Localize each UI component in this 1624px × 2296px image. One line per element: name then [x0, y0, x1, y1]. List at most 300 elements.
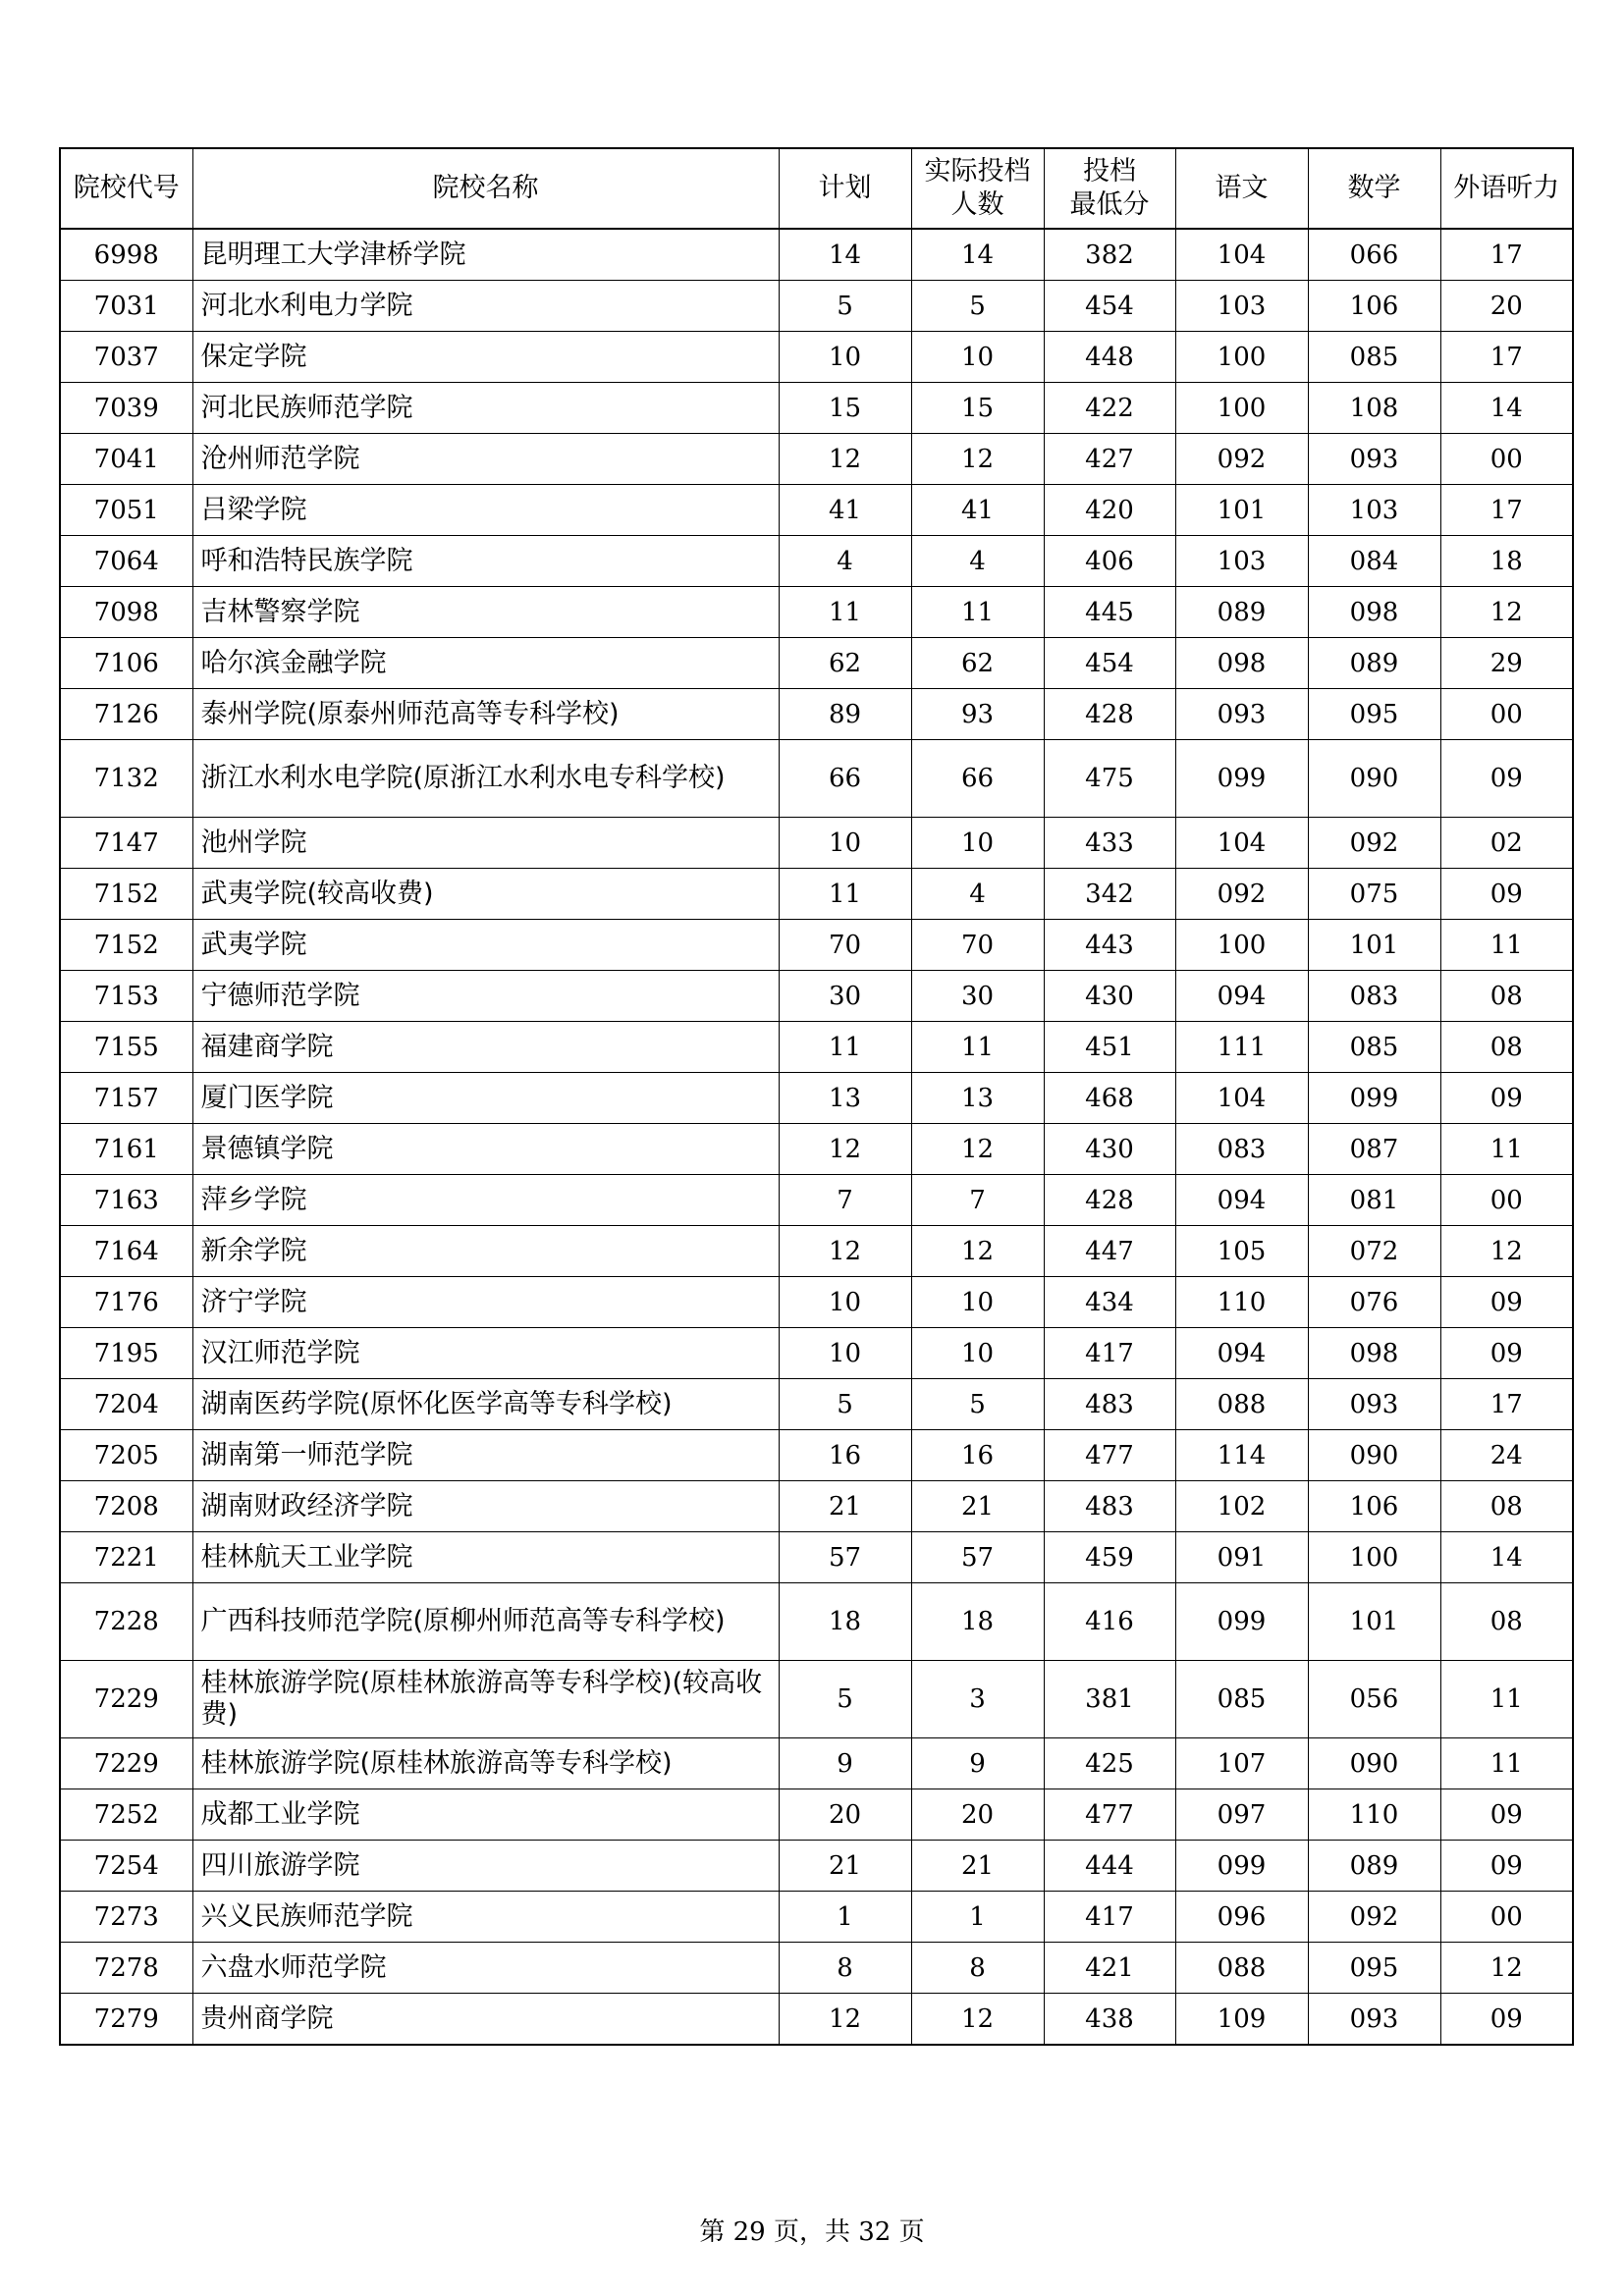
cell-name: 厦门医学院: [192, 1073, 779, 1124]
cell-math: 072: [1308, 1226, 1440, 1277]
cell-name: 萍乡学院: [192, 1175, 779, 1226]
cell-chinese: 102: [1175, 1481, 1308, 1532]
cell-listening: 12: [1440, 1943, 1573, 1994]
cell-code: 7164: [60, 1226, 192, 1277]
header-chinese: 语文: [1175, 148, 1308, 229]
cell-math: 085: [1308, 332, 1440, 383]
cell-math: 085: [1308, 1022, 1440, 1073]
cell-chinese: 094: [1175, 971, 1308, 1022]
cell-chinese: 107: [1175, 1738, 1308, 1789]
cell-name: 贵州商学院: [192, 1994, 779, 2046]
cell-listening: 09: [1440, 1841, 1573, 1892]
table-header-row: [60, 148, 1573, 229]
cell-listening: 12: [1440, 587, 1573, 638]
cell-name: 湖南医药学院(原怀化医学高等专科学校): [192, 1379, 779, 1430]
cell-code: 7157: [60, 1073, 192, 1124]
cell-chinese: 109: [1175, 1994, 1308, 2046]
cell-min: 342: [1044, 869, 1175, 920]
cell-actual: 4: [911, 869, 1044, 920]
cell-min: 416: [1044, 1583, 1175, 1661]
cell-name: 济宁学院: [192, 1277, 779, 1328]
cell-math: 066: [1308, 229, 1440, 281]
cell-min: 406: [1044, 536, 1175, 587]
cell-chinese: 088: [1175, 1379, 1308, 1430]
cell-name: 福建商学院: [192, 1022, 779, 1073]
cell-name: 吉林警察学院: [192, 587, 779, 638]
cell-math: 101: [1308, 920, 1440, 971]
cell-listening: 09: [1440, 1328, 1573, 1379]
cell-min: 468: [1044, 1073, 1175, 1124]
cell-min: 428: [1044, 1175, 1175, 1226]
cell-min: 422: [1044, 383, 1175, 434]
cell-chinese: 094: [1175, 1175, 1308, 1226]
cell-plan: 7: [779, 1175, 911, 1226]
cell-math: 081: [1308, 1175, 1440, 1226]
table-row: [60, 1892, 1573, 1943]
cell-name: 景德镇学院: [192, 1124, 779, 1175]
cell-actual: 20: [911, 1789, 1044, 1841]
cell-plan: 4: [779, 536, 911, 587]
table-row: [60, 332, 1573, 383]
cell-listening: 20: [1440, 281, 1573, 332]
cell-chinese: 104: [1175, 229, 1308, 281]
header-listening: 外语听力: [1440, 148, 1573, 229]
cell-name: 宁德师范学院: [192, 971, 779, 1022]
cell-name: 四川旅游学院: [192, 1841, 779, 1892]
table-row: [60, 1994, 1573, 2046]
cell-min: 425: [1044, 1738, 1175, 1789]
cell-min: 477: [1044, 1789, 1175, 1841]
cell-listening: 09: [1440, 869, 1573, 920]
cell-actual: 12: [911, 1994, 1044, 2046]
cell-chinese: 100: [1175, 383, 1308, 434]
header-name: 院校名称: [192, 148, 779, 229]
cell-chinese: 100: [1175, 920, 1308, 971]
cell-actual: 12: [911, 1226, 1044, 1277]
cell-listening: 29: [1440, 638, 1573, 689]
table-row: [60, 229, 1573, 281]
table-row: [60, 1583, 1573, 1661]
cell-chinese: 098: [1175, 638, 1308, 689]
table-row: [60, 920, 1573, 971]
cell-actual: 10: [911, 818, 1044, 869]
table-row: [60, 383, 1573, 434]
cell-name: 呼和浩特民族学院: [192, 536, 779, 587]
cell-chinese: 100: [1175, 332, 1308, 383]
cell-min: 475: [1044, 740, 1175, 818]
cell-name: 新余学院: [192, 1226, 779, 1277]
table-row: [60, 1328, 1573, 1379]
cell-math: 108: [1308, 383, 1440, 434]
cell-chinese: 099: [1175, 740, 1308, 818]
cell-chinese: 083: [1175, 1124, 1308, 1175]
cell-actual: 21: [911, 1481, 1044, 1532]
table-row: [60, 971, 1573, 1022]
cell-code: 7208: [60, 1481, 192, 1532]
cell-actual: 11: [911, 587, 1044, 638]
cell-name: 六盘水师范学院: [192, 1943, 779, 1994]
cell-math: 090: [1308, 1738, 1440, 1789]
cell-math: 075: [1308, 869, 1440, 920]
cell-code: 7161: [60, 1124, 192, 1175]
cell-listening: 00: [1440, 1892, 1573, 1943]
cell-plan: 12: [779, 434, 911, 485]
cell-listening: 17: [1440, 229, 1573, 281]
cell-code: 7051: [60, 485, 192, 536]
cell-code: 7279: [60, 1994, 192, 2046]
table-row: [60, 1175, 1573, 1226]
cell-min: 427: [1044, 434, 1175, 485]
cell-actual: 13: [911, 1073, 1044, 1124]
cell-math: 093: [1308, 434, 1440, 485]
cell-actual: 62: [911, 638, 1044, 689]
cell-actual: 41: [911, 485, 1044, 536]
cell-actual: 11: [911, 1022, 1044, 1073]
cell-listening: 09: [1440, 1073, 1573, 1124]
cell-math: 110: [1308, 1789, 1440, 1841]
cell-name: 吕梁学院: [192, 485, 779, 536]
cell-min: 459: [1044, 1532, 1175, 1583]
cell-min: 381: [1044, 1661, 1175, 1738]
cell-code: 7041: [60, 434, 192, 485]
cell-math: 089: [1308, 1841, 1440, 1892]
cell-code: 7132: [60, 740, 192, 818]
cell-name: 保定学院: [192, 332, 779, 383]
table-row: [60, 1661, 1573, 1738]
cell-actual: 66: [911, 740, 1044, 818]
cell-min: 483: [1044, 1481, 1175, 1532]
cell-math: 098: [1308, 587, 1440, 638]
cell-name: 泰州学院(原泰州师范高等专科学校): [192, 689, 779, 740]
cell-actual: 30: [911, 971, 1044, 1022]
cell-listening: 14: [1440, 1532, 1573, 1583]
cell-plan: 21: [779, 1481, 911, 1532]
cell-listening: 11: [1440, 920, 1573, 971]
cell-code: 7064: [60, 536, 192, 587]
cell-listening: 00: [1440, 689, 1573, 740]
cell-listening: 11: [1440, 1661, 1573, 1738]
table-row: [60, 1943, 1573, 1994]
cell-code: 7106: [60, 638, 192, 689]
cell-chinese: 089: [1175, 587, 1308, 638]
cell-listening: 02: [1440, 818, 1573, 869]
cell-plan: 30: [779, 971, 911, 1022]
cell-plan: 20: [779, 1789, 911, 1841]
cell-actual: 16: [911, 1430, 1044, 1481]
cell-chinese: 104: [1175, 818, 1308, 869]
cell-code: 7176: [60, 1277, 192, 1328]
cell-code: 7254: [60, 1841, 192, 1892]
admission-score-table: [59, 147, 1574, 2046]
header-actual: [911, 148, 1044, 229]
table-row: [60, 1124, 1573, 1175]
cell-actual: 15: [911, 383, 1044, 434]
cell-plan: 10: [779, 332, 911, 383]
cell-name: 汉江师范学院: [192, 1328, 779, 1379]
cell-chinese: 111: [1175, 1022, 1308, 1073]
cell-code: 7229: [60, 1661, 192, 1738]
cell-actual: 18: [911, 1583, 1044, 1661]
table-row: [60, 536, 1573, 587]
cell-math: 056: [1308, 1661, 1440, 1738]
cell-code: 7152: [60, 920, 192, 971]
header-min-line2: 最低分: [1069, 189, 1150, 220]
cell-name: 成都工业学院: [192, 1789, 779, 1841]
header-plan: 计划: [779, 148, 911, 229]
cell-code: 7155: [60, 1022, 192, 1073]
admission-table-container: [59, 147, 1572, 2046]
cell-math: 076: [1308, 1277, 1440, 1328]
cell-plan: 8: [779, 1943, 911, 1994]
cell-min: 428: [1044, 689, 1175, 740]
cell-plan: 1: [779, 1892, 911, 1943]
header-min-line1: 投档: [1083, 156, 1136, 187]
cell-listening: 08: [1440, 971, 1573, 1022]
cell-code: 7098: [60, 587, 192, 638]
cell-chinese: 110: [1175, 1277, 1308, 1328]
cell-code: 7273: [60, 1892, 192, 1943]
cell-plan: 9: [779, 1738, 911, 1789]
cell-min: 420: [1044, 485, 1175, 536]
cell-math: 092: [1308, 818, 1440, 869]
table-row: [60, 1481, 1573, 1532]
cell-listening: 09: [1440, 1994, 1573, 2046]
cell-math: 093: [1308, 1994, 1440, 2046]
cell-min: 448: [1044, 332, 1175, 383]
cell-plan: 41: [779, 485, 911, 536]
cell-min: 444: [1044, 1841, 1175, 1892]
cell-math: 090: [1308, 740, 1440, 818]
cell-math: 100: [1308, 1532, 1440, 1583]
table-row: [60, 1532, 1573, 1583]
cell-min: 433: [1044, 818, 1175, 869]
header-actual-line1: 实际投档: [924, 156, 1031, 187]
cell-listening: 08: [1440, 1481, 1573, 1532]
cell-listening: 17: [1440, 1379, 1573, 1430]
cell-plan: 12: [779, 1124, 911, 1175]
cell-code: 7204: [60, 1379, 192, 1430]
cell-name: 沧州师范学院: [192, 434, 779, 485]
cell-actual: 10: [911, 1277, 1044, 1328]
cell-chinese: 099: [1175, 1841, 1308, 1892]
cell-name: 广西科技师范学院(原柳州师范高等专科学校): [192, 1583, 779, 1661]
table-row: [60, 434, 1573, 485]
cell-plan: 66: [779, 740, 911, 818]
cell-min: 483: [1044, 1379, 1175, 1430]
cell-min: 477: [1044, 1430, 1175, 1481]
cell-chinese: 092: [1175, 869, 1308, 920]
cell-listening: 14: [1440, 383, 1573, 434]
cell-plan: 10: [779, 1277, 911, 1328]
cell-math: 098: [1308, 1328, 1440, 1379]
cell-listening: 00: [1440, 1175, 1573, 1226]
cell-listening: 11: [1440, 1738, 1573, 1789]
cell-listening: 00: [1440, 434, 1573, 485]
cell-code: 7126: [60, 689, 192, 740]
table-row: [60, 1430, 1573, 1481]
cell-math: 101: [1308, 1583, 1440, 1661]
cell-min: 430: [1044, 971, 1175, 1022]
table-row: [60, 1022, 1573, 1073]
cell-min: 382: [1044, 229, 1175, 281]
cell-plan: 12: [779, 1226, 911, 1277]
cell-chinese: 088: [1175, 1943, 1308, 1994]
cell-actual: 14: [911, 229, 1044, 281]
cell-chinese: 091: [1175, 1532, 1308, 1583]
table-row: [60, 1841, 1573, 1892]
cell-math: 095: [1308, 689, 1440, 740]
cell-math: 103: [1308, 485, 1440, 536]
cell-min: 434: [1044, 1277, 1175, 1328]
table-body: [60, 229, 1573, 2045]
cell-code: 7195: [60, 1328, 192, 1379]
cell-code: 7252: [60, 1789, 192, 1841]
cell-listening: 09: [1440, 1277, 1573, 1328]
cell-plan: 15: [779, 383, 911, 434]
cell-code: 7031: [60, 281, 192, 332]
cell-math: 099: [1308, 1073, 1440, 1124]
cell-math: 093: [1308, 1379, 1440, 1430]
cell-chinese: 096: [1175, 1892, 1308, 1943]
cell-plan: 62: [779, 638, 911, 689]
cell-plan: 11: [779, 1022, 911, 1073]
cell-math: 092: [1308, 1892, 1440, 1943]
cell-listening: 24: [1440, 1430, 1573, 1481]
table-row: [60, 1277, 1573, 1328]
cell-plan: 21: [779, 1841, 911, 1892]
cell-actual: 10: [911, 332, 1044, 383]
cell-min: 438: [1044, 1994, 1175, 2046]
cell-code: 7205: [60, 1430, 192, 1481]
cell-plan: 57: [779, 1532, 911, 1583]
cell-code: 7163: [60, 1175, 192, 1226]
cell-plan: 5: [779, 1661, 911, 1738]
cell-code: 7278: [60, 1943, 192, 1994]
cell-listening: 12: [1440, 1226, 1573, 1277]
table-row: [60, 1379, 1573, 1430]
cell-listening: 17: [1440, 332, 1573, 383]
cell-plan: 11: [779, 869, 911, 920]
cell-chinese: 085: [1175, 1661, 1308, 1738]
cell-min: 417: [1044, 1328, 1175, 1379]
table-row: [60, 818, 1573, 869]
cell-chinese: 094: [1175, 1328, 1308, 1379]
page-footer: 第 29 页，共 32 页: [699, 2217, 925, 2247]
cell-chinese: 097: [1175, 1789, 1308, 1841]
table-row: [60, 869, 1573, 920]
cell-name: 桂林航天工业学院: [192, 1532, 779, 1583]
cell-name: 湖南第一师范学院: [192, 1430, 779, 1481]
cell-min: 451: [1044, 1022, 1175, 1073]
cell-math: 095: [1308, 1943, 1440, 1994]
cell-actual: 4: [911, 536, 1044, 587]
cell-name: 浙江水利水电学院(原浙江水利水电专科学校): [192, 740, 779, 818]
cell-name: 兴义民族师范学院: [192, 1892, 779, 1943]
cell-actual: 21: [911, 1841, 1044, 1892]
cell-plan: 14: [779, 229, 911, 281]
cell-min: 417: [1044, 1892, 1175, 1943]
cell-name: 哈尔滨金融学院: [192, 638, 779, 689]
cell-min: 421: [1044, 1943, 1175, 1994]
cell-listening: 11: [1440, 1124, 1573, 1175]
cell-code: 7152: [60, 869, 192, 920]
cell-math: 084: [1308, 536, 1440, 587]
cell-actual: 12: [911, 1124, 1044, 1175]
cell-chinese: 103: [1175, 281, 1308, 332]
cell-math: 087: [1308, 1124, 1440, 1175]
cell-chinese: 105: [1175, 1226, 1308, 1277]
table-row: [60, 485, 1573, 536]
cell-actual: 7: [911, 1175, 1044, 1226]
header-math: 数学: [1308, 148, 1440, 229]
cell-math: 089: [1308, 638, 1440, 689]
cell-code: 7221: [60, 1532, 192, 1583]
table-row: [60, 689, 1573, 740]
cell-code: 7147: [60, 818, 192, 869]
header-code: 院校代号: [60, 148, 192, 229]
cell-actual: 12: [911, 434, 1044, 485]
header-min-score: [1044, 148, 1175, 229]
cell-plan: 89: [779, 689, 911, 740]
cell-min: 454: [1044, 638, 1175, 689]
cell-name: 湖南财政经济学院: [192, 1481, 779, 1532]
cell-plan: 11: [779, 587, 911, 638]
cell-math: 106: [1308, 281, 1440, 332]
cell-code: 7228: [60, 1583, 192, 1661]
cell-plan: 10: [779, 818, 911, 869]
cell-min: 443: [1044, 920, 1175, 971]
cell-actual: 1: [911, 1892, 1044, 1943]
cell-listening: 08: [1440, 1022, 1573, 1073]
cell-listening: 18: [1440, 536, 1573, 587]
cell-name: 武夷学院: [192, 920, 779, 971]
cell-actual: 5: [911, 281, 1044, 332]
cell-listening: 08: [1440, 1583, 1573, 1661]
cell-code: 7037: [60, 332, 192, 383]
cell-min: 430: [1044, 1124, 1175, 1175]
cell-plan: 18: [779, 1583, 911, 1661]
cell-name: 桂林旅游学院(原桂林旅游高等专科学校)(较高收费): [192, 1661, 779, 1738]
cell-name: 桂林旅游学院(原桂林旅游高等专科学校): [192, 1738, 779, 1789]
cell-name: 武夷学院(较高收费): [192, 869, 779, 920]
cell-name: 昆明理工大学津桥学院: [192, 229, 779, 281]
table-row: [60, 740, 1573, 818]
cell-chinese: 093: [1175, 689, 1308, 740]
cell-actual: 70: [911, 920, 1044, 971]
cell-actual: 57: [911, 1532, 1044, 1583]
cell-listening: 09: [1440, 1789, 1573, 1841]
cell-plan: 10: [779, 1328, 911, 1379]
cell-math: 090: [1308, 1430, 1440, 1481]
table-row: [60, 1738, 1573, 1789]
cell-name: 河北民族师范学院: [192, 383, 779, 434]
cell-math: 083: [1308, 971, 1440, 1022]
table-row: [60, 587, 1573, 638]
cell-actual: 10: [911, 1328, 1044, 1379]
header-actual-line2: 人数: [950, 189, 1004, 220]
cell-name: 池州学院: [192, 818, 779, 869]
cell-chinese: 103: [1175, 536, 1308, 587]
cell-actual: 5: [911, 1379, 1044, 1430]
cell-chinese: 104: [1175, 1073, 1308, 1124]
cell-listening: 09: [1440, 740, 1573, 818]
cell-plan: 5: [779, 281, 911, 332]
table-row: [60, 1789, 1573, 1841]
cell-chinese: 099: [1175, 1583, 1308, 1661]
cell-chinese: 114: [1175, 1430, 1308, 1481]
table-row: [60, 1226, 1573, 1277]
cell-code: 7039: [60, 383, 192, 434]
